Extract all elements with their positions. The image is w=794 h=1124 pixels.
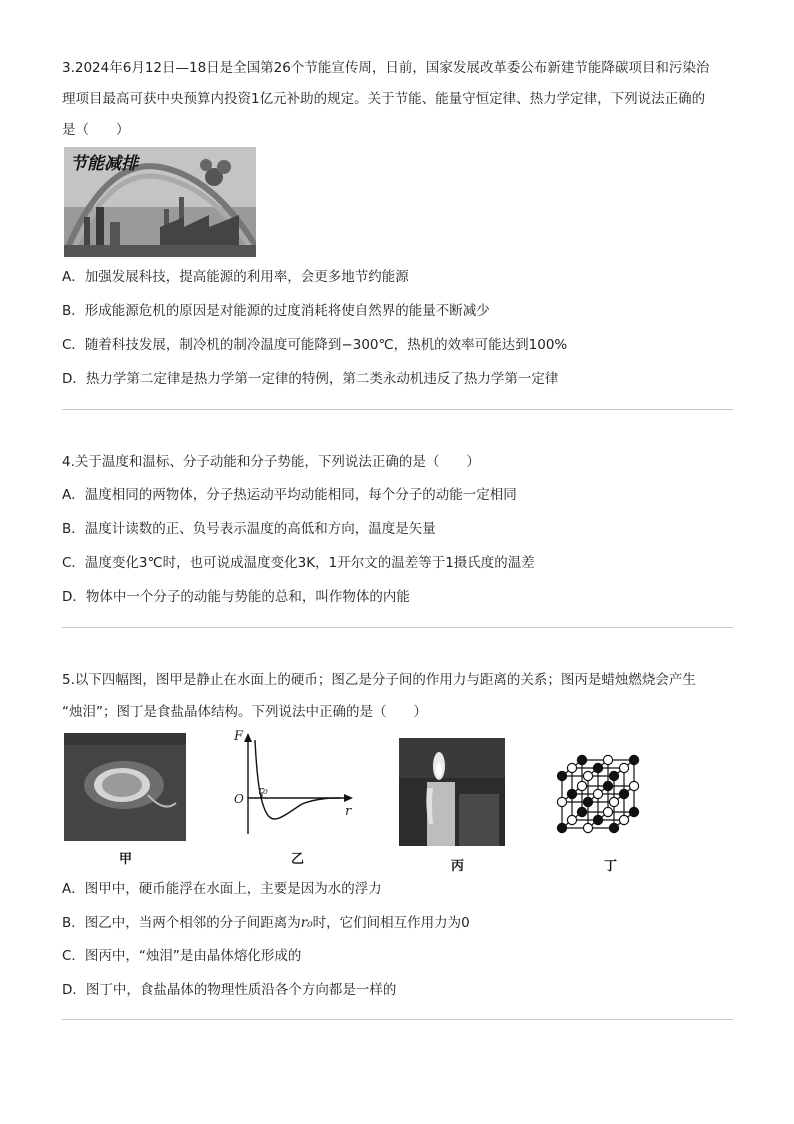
lattice-ion-light (609, 797, 618, 806)
lattice-ion-light (583, 823, 592, 832)
coin-on-water-image (64, 733, 186, 841)
divider-1 (62, 409, 733, 410)
q3-stem-line-2: 理项目最高可获中央预算内投资1亿元补助的规定。关于节能、能量守恒定律、热力学定律，下列说法正确的 (62, 91, 706, 107)
lattice-ion-light (603, 807, 612, 816)
lattice-ion-light (593, 789, 602, 798)
q4-option-d: D．物体中一个分子的动能与势能的总和，叫作物体的内能 (62, 589, 410, 605)
energy-saving-image-title: 节能减排 (70, 154, 138, 174)
lattice-ion-light (567, 763, 576, 772)
q3-option-c: C．随着科技发展，制冷机的制冷温度可能降到−300℃，热机的效率可能达到100% (62, 337, 568, 353)
q3-option-a: A．加强发展科技，提高能源的利用率，会更多地节约能源 (62, 269, 409, 285)
lattice-ion-dark (609, 771, 618, 780)
lattice-ion-light (557, 797, 566, 806)
lattice-ion-light (583, 771, 592, 780)
q4-option-a: A．温度相同的两物体，分子热运动平均动能相同，每个分子的动能一定相同 (62, 487, 517, 503)
q5-option-d: D．图丁中，食盐晶体的物理性质沿各个方向都是一样的 (62, 982, 397, 998)
caption-bing: 丙 (451, 859, 465, 874)
lattice-ion-dark (593, 815, 602, 824)
q5-option-a: A．图甲中，硬币能浮在水面上，主要是因为水的浮力 (62, 881, 382, 897)
lattice-ion-dark (609, 823, 618, 832)
energy-saving-image (64, 147, 256, 257)
candle-image (399, 738, 505, 846)
lattice-ion-light (577, 781, 586, 790)
q4-stem: 4.关于温度和温标、分子动能和分子势能，下列说法正确的是（ ） (62, 454, 480, 470)
lattice-ion-dark (603, 781, 612, 790)
caption-ding: 丁 (604, 859, 618, 874)
lattice-ion-dark (577, 807, 586, 816)
q5-option-b-prefix: B．图乙中，当两个相邻的分子间距离为 (62, 915, 301, 931)
graph-x-axis-label: r (345, 804, 352, 819)
lattice-ion-dark (629, 807, 638, 816)
caption-jia: 甲 (119, 852, 133, 867)
q3-option-b: B．形成能源危机的原因是对能源的过度消耗将使自然界的能量不断减少 (62, 303, 490, 319)
q3-stem-line-3: 是（ ） (62, 122, 130, 138)
lattice-ion-light (629, 781, 638, 790)
lattice-ion-dark (557, 771, 566, 780)
q5-option-b (62, 914, 470, 932)
lattice-ion-dark (557, 823, 566, 832)
lattice-ion-dark (577, 755, 586, 764)
graph-origin-label: O (234, 792, 244, 806)
divider-2 (62, 627, 733, 628)
q5-stem-line-1: 5.以下四幅图，图甲是静止在水面上的硬币；图乙是分子间的作用力与距离的关系；图丙是蜡烛燃烧会产生 (62, 672, 696, 688)
lattice-ion-light (619, 763, 628, 772)
graph-y-axis-label: F (234, 729, 244, 744)
lattice-ion-dark (619, 789, 628, 798)
lattice-ion-light (567, 815, 576, 824)
q5-option-b-r0: r₀ (300, 915, 313, 931)
graph-r0-label: r₀ (258, 784, 268, 797)
q4-option-c: C．温度变化3℃时，也可说成温度变化3K，1开尔文的温差等于1摄氏度的温差 (62, 555, 535, 571)
lattice-ion-dark (567, 789, 576, 798)
lattice-ion-light (619, 815, 628, 824)
force-distance-graph (222, 730, 358, 840)
divider-3 (62, 1019, 733, 1020)
q3-stem-line-1: 3.2024年6月12日—18日是全国第26个节能宣传周，日前，国家发展改革委公布新建节能降碳项目和污染治 (62, 60, 710, 76)
q3-option-d: D．热力学第二定律是热力学第一定律的特例，第二类永动机违反了热力学第一定律 (62, 371, 559, 387)
lattice-ion-dark (629, 755, 638, 764)
q4-option-b: B．温度计读数的正、负号表示温度的高低和方向，温度是矢量 (62, 521, 436, 537)
lattice-ion-dark (583, 797, 592, 806)
q5-stem-line-2: “烛泪”；图丁是食盐晶体结构。下列说法中正确的是（ ） (62, 704, 427, 720)
lattice-ion-light (603, 755, 612, 764)
caption-yi: 乙 (291, 852, 305, 867)
q5-option-c: C．图丙中，“烛泪”是由晶体熔化形成的 (62, 948, 302, 964)
lattice-ion-dark (593, 763, 602, 772)
q5-option-b-suffix: 时，它们间相互作用力为0 (312, 915, 470, 931)
salt-crystal-lattice (552, 742, 664, 842)
